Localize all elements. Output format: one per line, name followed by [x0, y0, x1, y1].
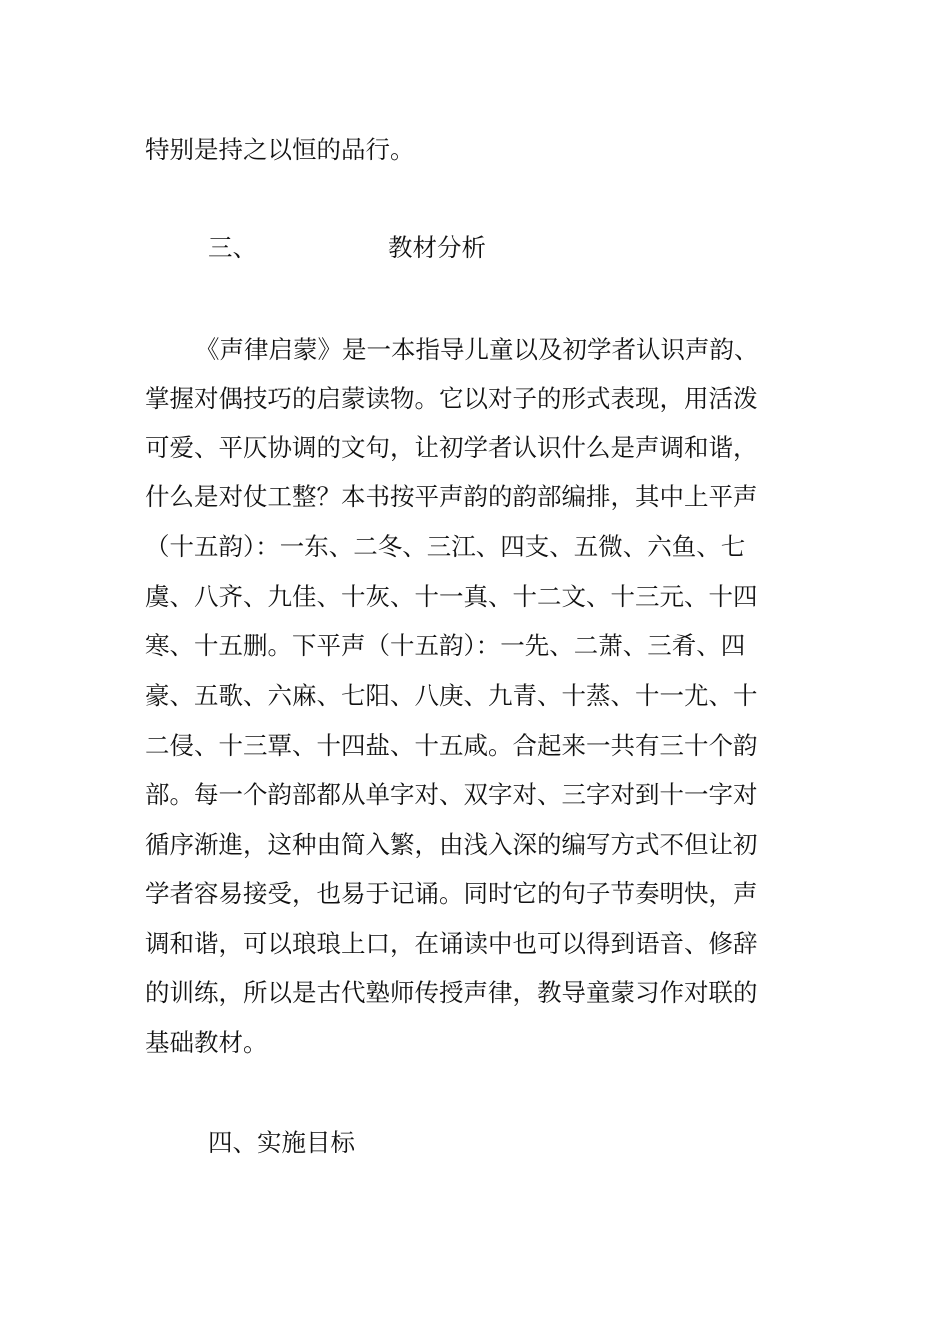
section3-number: 三、 — [208, 233, 257, 262]
paragraph-line: （十五韵）：一东、二冬、三江、四支、五微、六鱼、七 — [145, 532, 746, 561]
paragraph-line: 可爱、平仄协调的文句，让初学者认识什么是声调和谐， — [145, 433, 758, 462]
intro-tail-line: 特别是持之以恒的品行。 — [145, 135, 415, 164]
paragraph-line: 调和谐，可以琅琅上口，在诵读中也可以得到语音、修辞 — [145, 929, 758, 958]
paragraph-line: 虞、八齐、九佳、十灰、十一真、十二文、十三元、十四 — [145, 582, 758, 611]
paragraph-line: 掌握对偶技巧的启蒙读物。它以对子的形式表现，用活泼 — [145, 384, 758, 413]
section3-title: 教材分析 — [388, 233, 486, 262]
paragraph-line: 《声律启蒙》是一本指导儿童以及初学者认识声韵、 — [195, 335, 759, 364]
paragraph-line: 二侵、十三覃、十四盐、十五咸。合起来一共有三十个韵 — [145, 731, 758, 760]
paragraph-line: 学者容易接受，也易于记诵。同时它的句子节奏明快，声 — [145, 879, 758, 908]
section4-heading: 四、实施目标 — [208, 1128, 355, 1157]
paragraph-line: 循序渐進，这种由简入繁，由浅入深的编写方式不但让初 — [145, 830, 758, 859]
paragraph-line: 豪、五歌、六麻、七阳、八庚、九青、十蒸、十一尤、十 — [145, 681, 758, 710]
paragraph-line: 什么是对仗工整？本书按平声韵的韵部编排，其中上平声 — [145, 482, 758, 511]
paragraph-line: 寒、十五删。下平声（十五韵）：一先、二萧、三肴、四 — [145, 631, 746, 660]
paragraph-line: 基础教材。 — [145, 1028, 268, 1057]
paragraph-line: 部。每一个韵部都从单字对、双字对、三字对到十一字对 — [145, 780, 758, 809]
paragraph-line: 的训练，所以是古代塾师传授声律，教导童蒙习作对联的 — [145, 978, 758, 1007]
